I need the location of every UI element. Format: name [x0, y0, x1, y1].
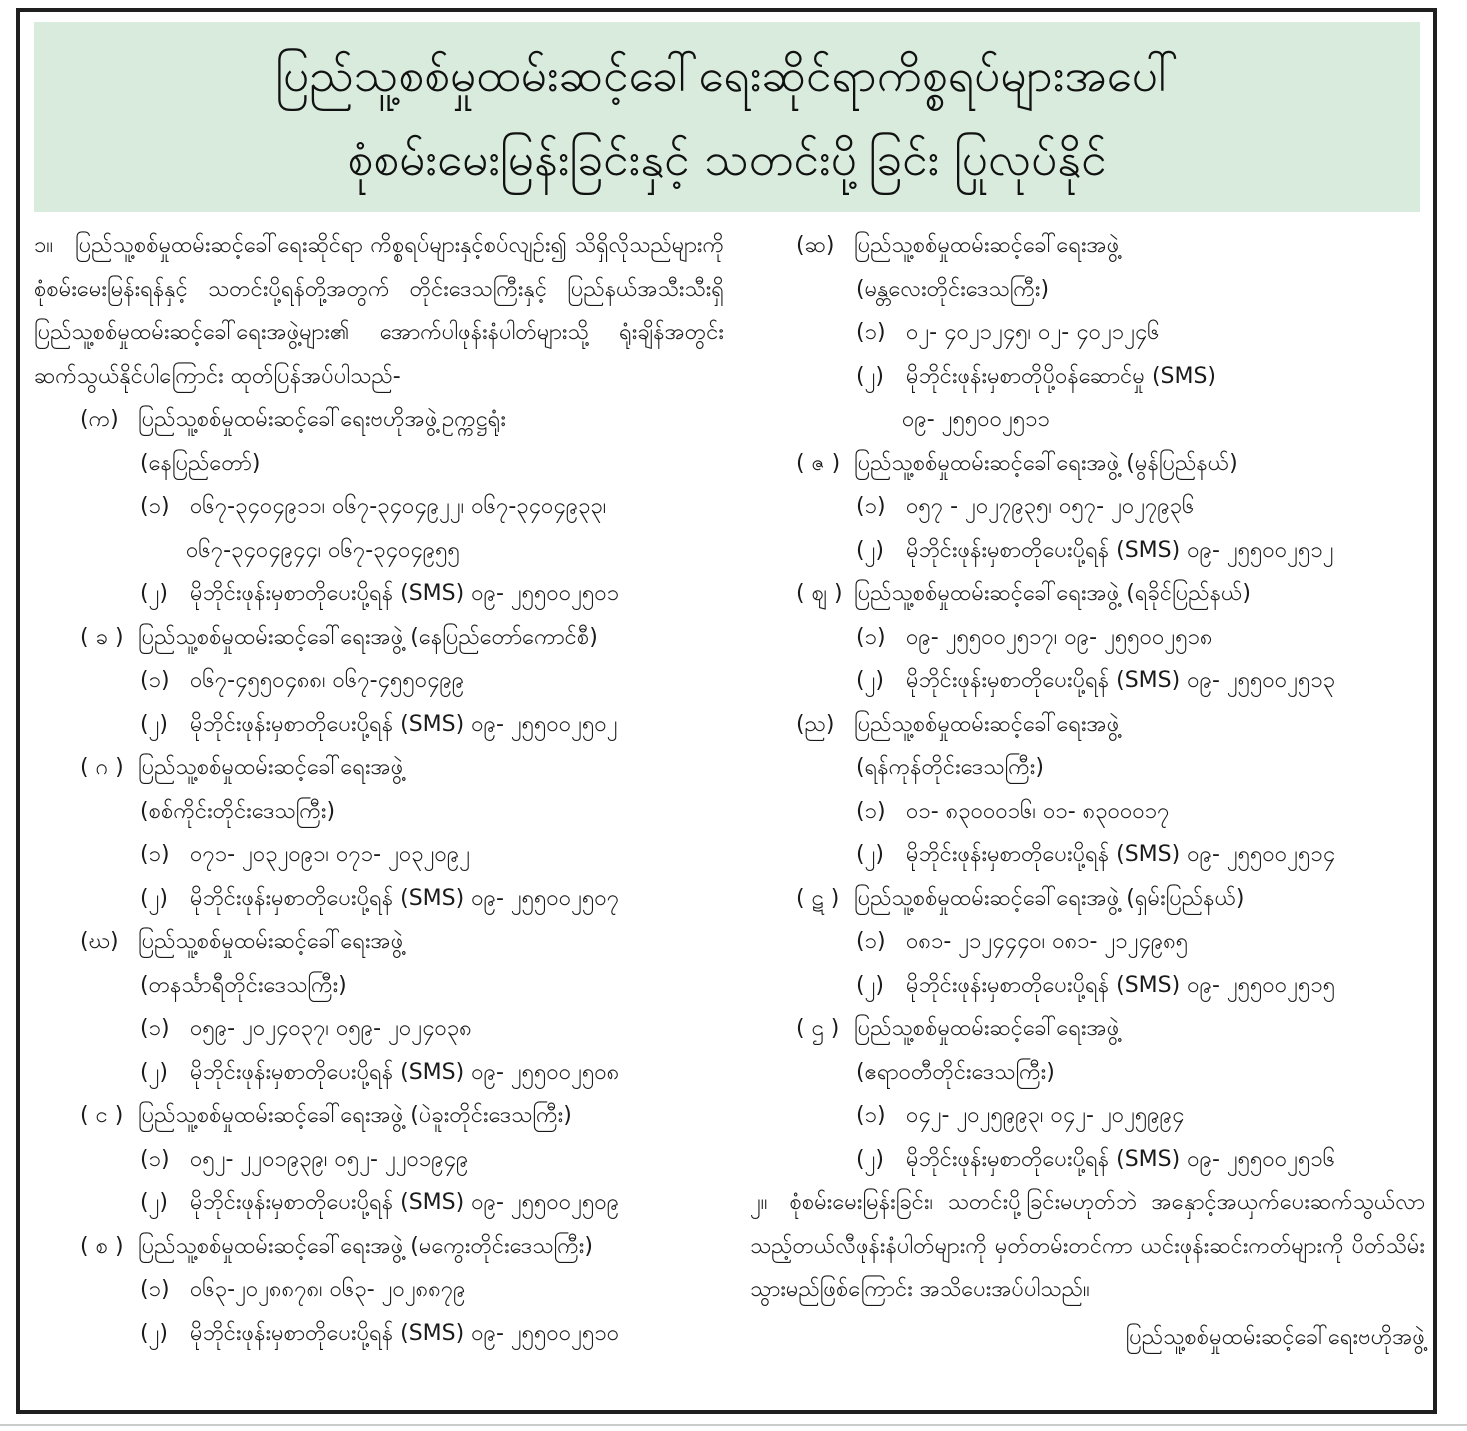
sms-number: မိုဘိုင်းဖုန်းမှစာတိုပေးပို့ရန် (SMS) ၀၉- ၂၅၅၀၀၂၅၁၀ — [190, 1320, 620, 1346]
closing-text: စုံစမ်းမေးမြန်းခြင်း၊ သတင်းပို့ခြင်းမဟုတ်ဘဲ အနှောင့်အယှက်ပေးဆက်သွယ်လာသည့်တယ်လီဖုန်းနံပါတ်များကို မှတ်တမ်းတင်ကာ ယင်းဖုန်းဆင်းကတ်များကို ပိတ်သိမ်းသွားမည်ဖြစ်ကြောင်း အသိပေးအပ်ပါသည်။ — [750, 1190, 1425, 1302]
sms-label: (၂) — [140, 885, 168, 911]
section-name: ပြည်သူ့စစ်မှုထမ်းဆင့်ခေါ်ရေးအဖွဲ့ — [854, 711, 1120, 737]
section-tta — [750, 877, 1425, 1008]
phone-numbers: ၀၇၁- ၂၀၃၂၀၉၁၊ ၀၇၁- ၂၀၃၂၀၉၂ — [190, 842, 470, 867]
sms-line — [750, 964, 1425, 1008]
section-heading — [750, 703, 1425, 747]
phone-numbers: ၀၅၂- ၂၂၀၁၉၃၉၊ ၀၅၂- ၂၂၀၁၉၄၉ — [190, 1146, 469, 1172]
sms-line — [750, 1138, 1425, 1182]
section-sa — [34, 1225, 724, 1356]
section-zha — [750, 572, 1425, 703]
phone-label: (၁) — [140, 494, 170, 519]
section-name: ပြည်သူ့စစ်မှုထမ်းဆင့်ခေါ်ရေးအဖွဲ့ — [138, 929, 404, 954]
sms-line — [34, 877, 724, 921]
phone-label: (၁) — [140, 842, 170, 867]
sms-number: မိုဘိုင်းဖုန်းမှစာတိုပေးပို့ရန် (SMS) ၀၉- ၂၅၅၀၀၂၅၀၈ — [190, 1059, 620, 1085]
notice-frame — [16, 8, 1437, 1414]
section-subname: (တနင်္သာရီတိုင်းဒေသကြီး) — [140, 972, 347, 998]
sms-number: မိုဘိုင်းဖုန်းမှစာတိုပေးပို့ရန် (SMS) ၀၉- ၂၅၅၀၀၂၅၁၄ — [906, 842, 1336, 867]
phone-line — [34, 485, 724, 529]
phone-numbers-continued — [34, 529, 724, 573]
intro-number: ၁။ — [34, 233, 54, 258]
section-tag: (ဆ) — [796, 233, 835, 258]
phone-numbers: ၀၈၁- ၂၁၂၄၄၄၀၊ ၀၈၁- ၂၁၂၄၉၈၅ — [906, 929, 1189, 954]
title-banner — [34, 22, 1420, 212]
sms-number: မိုဘိုင်းဖုန်းမှစာတိုပေးပို့ရန် (SMS) ၀၉- ၂၅၅၀၀၂၅၀၇ — [190, 885, 620, 911]
phone-line — [34, 1007, 724, 1051]
phone-line — [34, 1138, 724, 1182]
title-line-1: ပြည်သူ့စစ်မှုထမ်းဆင့်ခေါ်ရေးဆိုင်ရာကိစ္စရပ်များအပေါ် — [275, 48, 1179, 102]
phone-label: (၁) — [856, 798, 886, 824]
phone-numbers: ၀၅၇ - ၂၀၂၇၉၃၅၊ ၀၅၇- ၂၀၂၇၉၃၆ — [906, 494, 1195, 519]
section-heading — [750, 224, 1425, 268]
phone-line — [750, 311, 1425, 355]
sms-label: (၂) — [856, 972, 884, 998]
section-heading — [750, 572, 1425, 616]
section-heading — [34, 920, 724, 964]
section-subname: (ဧရာဝတီတိုင်းဒေသကြီး) — [856, 1059, 1055, 1085]
phone-label: (၁) — [140, 1277, 170, 1302]
phone-line — [750, 920, 1425, 964]
sms-label: (၂) — [856, 668, 884, 693]
phone-label: (၁) — [856, 320, 886, 345]
section-tag: ( ဂ ) — [80, 755, 124, 780]
phone-label: (၁) — [856, 624, 886, 650]
intro-paragraph — [34, 224, 724, 398]
phone-label: (၁) — [140, 1146, 170, 1172]
sms-label: (၂) — [140, 711, 168, 737]
section-tag: ( ခ ) — [80, 624, 124, 650]
section-tag: (ည) — [796, 711, 835, 737]
sms-number: မိုဘိုင်းဖုန်းမှစာတိုပေးပို့ရန် (SMS) ၀၉- ၂၅၅၀၀၂၅၀၂ — [190, 711, 618, 737]
section-tag: ( င ) — [80, 1103, 124, 1128]
section-name: ပြည်သူ့စစ်မှုထမ်းဆင့်ခေါ်ရေးအဖွဲ့ — [854, 233, 1120, 258]
section-ttha — [750, 1007, 1425, 1181]
phone-label: (၁) — [856, 929, 886, 954]
sms-line — [750, 833, 1425, 877]
closing-paragraph — [750, 1181, 1425, 1312]
phone-label: (၁) — [140, 1016, 170, 1041]
sms-line — [750, 355, 1425, 399]
section-subname: (ရန်ကုန်တိုင်းဒေသကြီး) — [856, 755, 1044, 780]
section-subname: (နေပြည်တော်) — [140, 450, 261, 476]
section-ka — [34, 398, 724, 616]
sms-line — [34, 1312, 724, 1356]
section-subname: (စစ်ကိုင်းတိုင်းဒေသကြီး) — [140, 798, 336, 824]
section-heading — [34, 398, 724, 442]
phone-line — [750, 790, 1425, 834]
section-nya — [750, 703, 1425, 877]
phone-line — [750, 485, 1425, 529]
section-tag: (က) — [80, 407, 119, 432]
section-heading — [34, 1094, 724, 1138]
section-name: ပြည်သူ့စစ်မှုထမ်းဆင့်ခေါ်ရေးအဖွဲ့ (ရခိုင်ပြည်နယ်) — [854, 581, 1251, 606]
sms-number: မိုဘိုင်းဖုန်းမှစာတိုပေးပို့ရန် (SMS) ၀၉- ၂၅၅၀၀၂၅၀၁ — [190, 581, 620, 606]
section-tag: ( ဈ ) — [796, 581, 843, 606]
signature: ပြည်သူ့စစ်မှုထမ်းဆင့်ခေါ်ရေးဗဟိုအဖွဲ့ — [1125, 1324, 1425, 1350]
section-name: ပြည်သူ့စစ်မှုထမ်းဆင့်ခေါ်ရေးအဖွဲ့ — [854, 1016, 1120, 1041]
section-heading — [750, 877, 1425, 921]
closing-number: ၂။ — [750, 1190, 768, 1215]
sms-label: (၂) — [856, 537, 884, 563]
sms-number: မိုဘိုင်းဖုန်းမှစာတိုပေးပို့ရန် (SMS) ၀၉- ၂၅၅၀၀၂၅၁၂ — [906, 537, 1334, 563]
sms-number: မိုဘိုင်းဖုန်းမှစာတိုပို့ဝန်ဆောင်မှု (SMS) — [906, 363, 1217, 389]
section-ga — [34, 746, 724, 920]
section-heading — [34, 746, 724, 790]
sms-line — [34, 703, 724, 747]
phone-numbers: ၀၂- ၄၀၂၁၂၄၅၊ ၀၂- ၄၀၂၁၂၄၆ — [906, 320, 1160, 345]
sms-line — [34, 1181, 724, 1225]
phone-line — [750, 616, 1425, 660]
section-name: ပြည်သူ့စစ်မှုထမ်းဆင့်ခေါ်ရေးအဖွဲ့ (နေပြည်တော်ကောင်စီ) — [138, 624, 598, 650]
section-tag: ( ဋ ) — [796, 885, 840, 911]
section-subname: (မန္တလေးတိုင်းဒေသကြီး) — [856, 276, 1050, 302]
phone-label: (၁) — [140, 668, 170, 693]
sms-label: (၂) — [856, 1146, 884, 1172]
sms-number-continued: ၀၉- ၂၅၅၀၀၂၅၁၁ — [902, 407, 1050, 432]
right-column — [750, 224, 1425, 1359]
section-heading — [750, 1007, 1425, 1051]
sms-label: (၂) — [856, 842, 884, 867]
phone-numbers: ၀၁- ၈၃၀၀၀၁၆၊ ၀၁- ၈၃၀၀၀၁၇ — [906, 798, 1170, 824]
phone-numbers: ၀၆၇-၃၄၀၄၉၁၁၊ ၀၆၇-၃၄၀၄၉၂၂၊ ၀၆၇-၃၄၀၄၉၃၃၊ — [190, 494, 607, 519]
section-name: ပြည်သူ့စစ်မှုထမ်းဆင့်ခေါ်ရေးဗဟိုအဖွဲ့ဥက္ကဋ္ဌရုံး — [138, 407, 506, 432]
section-hsa — [750, 224, 1425, 442]
phone-numbers: ၀၆၇-၄၅၅၀၄၈၈၊ ၀၆၇-၄၅၅၀၄၉၉ — [190, 668, 465, 693]
section-za — [750, 442, 1425, 573]
sms-label: (၂) — [140, 1059, 168, 1085]
sms-number: မိုဘိုင်းဖုန်းမှစာတိုပေးပို့ရန် (SMS) ၀၉- ၂၅၅၀၀၂၅၁၆ — [906, 1146, 1336, 1172]
sms-label: (၂) — [140, 581, 168, 606]
phone-line — [34, 1268, 724, 1312]
phone-label: (၁) — [856, 1103, 886, 1128]
phone-numbers: ၀၅၉- ၂၀၂၄၀၃၇၊ ၀၅၉- ၂၀၂၄၀၃၈ — [190, 1016, 472, 1041]
section-heading — [34, 1225, 724, 1269]
sms-label: (၂) — [140, 1320, 168, 1346]
section-name: ပြည်သူ့စစ်မှုထမ်းဆင့်ခေါ်ရေးအဖွဲ့ — [138, 755, 404, 780]
section-heading — [750, 442, 1425, 486]
section-name: ပြည်သူ့စစ်မှုထမ်းဆင့်ခေါ်ရေးအဖွဲ့ (ပဲခူးတိုင်းဒေသကြီး) — [138, 1103, 572, 1128]
section-name: ပြည်သူ့စစ်မှုထမ်းဆင့်ခေါ်ရေးအဖွဲ့ (မကွေးတိုင်းဒေသကြီး) — [138, 1233, 593, 1259]
section-name: ပြည်သူ့စစ်မှုထမ်းဆင့်ခေါ်ရေးအဖွဲ့ (မွန်ပြည်နယ်) — [854, 450, 1238, 476]
section-tag: ( ဌ ) — [796, 1016, 840, 1041]
section-tag: ( စ ) — [80, 1233, 124, 1259]
section-heading — [34, 616, 724, 660]
section-gha — [34, 920, 724, 1094]
sms-label: (၂) — [140, 1190, 168, 1215]
intro-text: ပြည်သူ့စစ်မှုထမ်းဆင့်ခေါ်ရေးဆိုင်ရာ ကိစ္စရပ်များနှင့်စပ်လျဥ်း၍ သိရှိလိုသည်များကို စုံစမ်းမေးမြန်းရန်နှင့် သတင်းပို့ရန်တို့အတွက် တိုင်းဒေသကြီးနှင့် ပြည်နယ်အသီးသီးရှိ ပြည်သူ့စစ်မှုထမ်းဆင့်ခေါ်ရေးအဖွဲ့များ၏ အောက်ပါဖုန်းနံပါတ်များသို့ ရုံးချိန်အတွင်း ဆက်သွယ်နိုင်ပါကြောင်း ထုတ်ပြန်အပ်ပါသည်- — [34, 233, 724, 389]
phone-line — [750, 1094, 1425, 1138]
sms-number: မိုဘိုင်းဖုန်းမှစာတိုပေးပို့ရန် (SMS) ၀၉- ၂၅၅၀၀၂၅၀၉ — [190, 1190, 620, 1215]
section-kha — [34, 616, 724, 747]
phone-label: (၁) — [856, 494, 886, 519]
section-tag: (ဃ) — [80, 929, 119, 954]
sms-line — [34, 572, 724, 616]
sms-number: မိုဘိုင်းဖုန်းမှစာတိုပေးပို့ရန် (SMS) ၀၉- ၂၅၅၀၀၂၅၁၃ — [906, 668, 1336, 693]
sms-number: မိုဘိုင်းဖုန်းမှစာတိုပေးပို့ရန် (SMS) ၀၉- ၂၅၅၀၀၂၅၁၅ — [906, 972, 1336, 998]
sms-line — [750, 659, 1425, 703]
phone-line — [34, 659, 724, 703]
phone-numbers: ၀၉- ၂၅၅၀၀၂၅၁၇၊ ၀၉- ၂၅၅၀၀၂၅၁၈ — [906, 624, 1213, 650]
sms-line — [750, 529, 1425, 573]
phone-numbers: ၀၄၂- ၂၀၂၅၉၉၃၊ ၀၄၂- ၂၀၂၅၉၉၄ — [906, 1103, 1185, 1128]
sms-label: (၂) — [856, 363, 884, 389]
phone-line — [34, 833, 724, 877]
title-line-2: စုံစမ်းမေးမြန်းခြင်းနှင့် သတင်းပို့ခြင်း ပြုလုပ်နိုင် — [347, 132, 1107, 186]
section-name: ပြည်သူ့စစ်မှုထမ်းဆင့်ခေါ်ရေးအဖွဲ့ (ရှမ်းပြည်နယ်) — [854, 885, 1245, 911]
phone-numbers-2: ၀၆၇-၃၄၀၄၉၄၄၊ ၀၆၇-၃၄၀၄၉၅၅ — [186, 537, 460, 563]
sms-line — [34, 1051, 724, 1095]
phone-numbers: ၀၆၃-၂၀၂၈၈၇၈၊ ၀၆၃- ၂၀၂၈၈၇၉ — [190, 1277, 466, 1302]
section-nga — [34, 1094, 724, 1225]
left-column — [34, 224, 724, 1355]
bottom-rule — [0, 1424, 1467, 1426]
section-tag: ( ဇ ) — [796, 450, 841, 476]
